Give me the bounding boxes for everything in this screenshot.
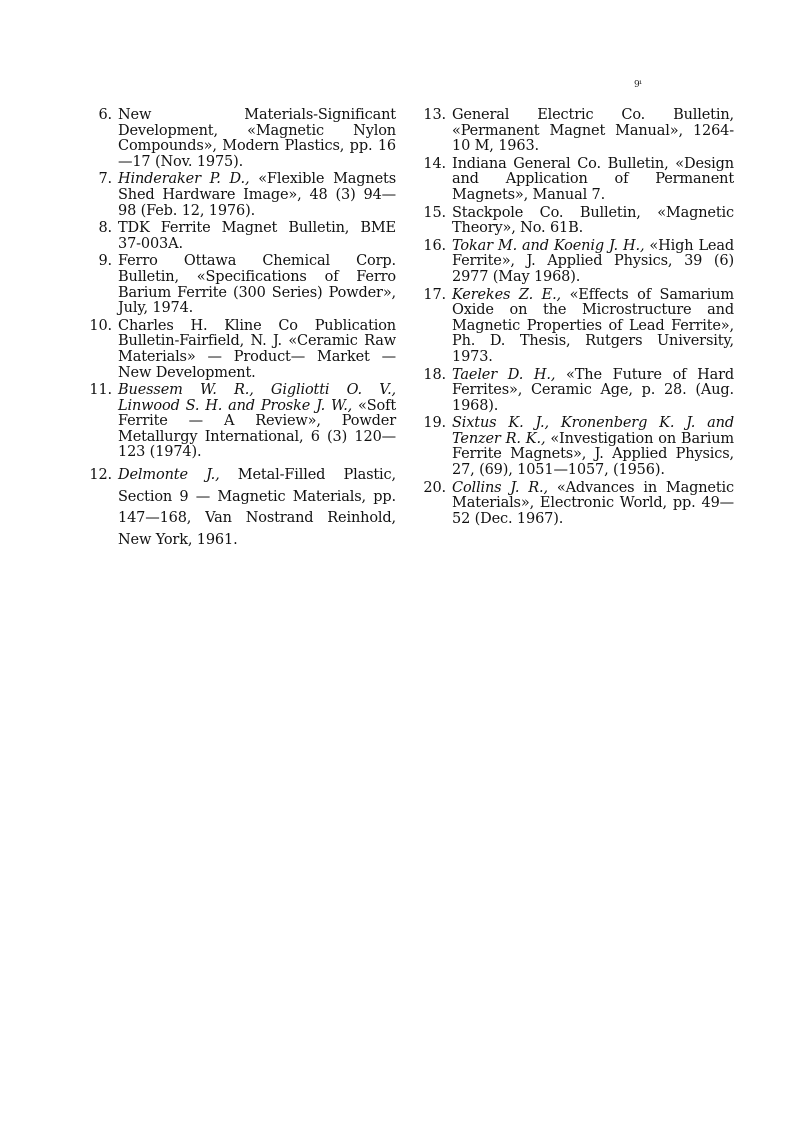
reference-text	[118, 108, 396, 170]
reference-item	[418, 368, 734, 415]
references-left-column	[84, 108, 396, 553]
reference-number: 9.	[98, 253, 112, 270]
reference-number: 12.	[89, 467, 112, 484]
reference-number: 19.	[423, 415, 446, 432]
reference-number: 16.	[423, 237, 446, 254]
reference-citation: Metal-Filled Plastic, Section 9 — Magnetic Materials, pp. 147—168, Van Nostrand Reinhold, New York, 1961.	[118, 467, 396, 548]
reference-citation: «Effects of Samarium Oxide on the Microstructure and Magnetic Properties of Lead Ferrite», Ph. D. Thesis, Rutgers University, 1973.	[452, 286, 734, 365]
reference-author: Hinderaker P. D.,	[118, 171, 250, 188]
reference-text	[452, 368, 734, 415]
reference-item	[418, 157, 734, 204]
reference-citation: Charles H. Kline Co Publication Bulletin-Fairfield, N. J. «Ceramic Raw Materials» — Product— Market — New Development.	[118, 317, 396, 381]
reference-item	[84, 319, 396, 381]
reference-author: Delmonte J.,	[118, 467, 220, 484]
reference-number: 10.	[89, 317, 112, 334]
reference-number: 17.	[423, 286, 446, 303]
references-right-column	[418, 108, 734, 529]
reference-text	[452, 288, 734, 366]
reference-citation: «Investigation on Barium Ferrite Magnets», J. Applied Physics, 27, (69), 1051—1057, (1956).	[452, 430, 734, 479]
reference-text	[452, 239, 734, 286]
reference-citation: Ferro Ottawa Chemical Corp. Bulletin, «Specifications of Ferro Barium Ferrite (300 Series) Powder», July, 1974.	[118, 253, 396, 317]
reference-number: 15.	[423, 204, 446, 221]
reference-text	[118, 465, 396, 551]
reference-item	[418, 239, 734, 286]
reference-author: Sixtus K. J., Kronenberg K. J. and Tenzer R. K.,	[452, 415, 734, 447]
reference-item	[84, 172, 396, 219]
reference-text	[118, 383, 396, 461]
reference-text	[118, 254, 396, 316]
reference-citation: «Soft Ferrite — A Review», Powder Metallurgy International, 6 (3) 120—123 (1974).	[118, 397, 396, 461]
reference-text	[452, 108, 734, 155]
reference-author: Collins J. R.,	[452, 479, 548, 496]
reference-author: Buessem W. R., Gigliotti O. V., Linwood S. H. and Proske J. W.,	[118, 382, 396, 414]
reference-item	[84, 383, 396, 461]
reference-text	[118, 319, 396, 381]
reference-number: 14.	[423, 155, 446, 172]
reference-number: 6.	[98, 107, 112, 123]
reference-number: 7.	[98, 171, 112, 188]
reference-item	[418, 206, 734, 237]
reference-citation: TDK Ferrite Magnet Bulletin, BME 37-003A.	[118, 220, 396, 252]
reference-citation: General Electric Co. Bulletin, «Permanent Magnet Manual», 1264-10 M, 1963.	[452, 107, 734, 155]
reference-text	[452, 416, 734, 478]
reference-citation: «High Lead Ferrite», J. Applied Physics, 39 (6) 2977 (May 1968).	[452, 237, 734, 285]
reference-number: 13.	[423, 107, 446, 123]
page-number: 9¹	[634, 80, 642, 90]
reference-item	[84, 221, 396, 252]
reference-text	[118, 221, 396, 252]
reference-item	[418, 288, 734, 366]
reference-number: 11.	[89, 382, 112, 399]
reference-item	[418, 416, 734, 478]
reference-number: 8.	[98, 220, 112, 237]
reference-author: Kerekes Z. E.,	[452, 286, 561, 303]
reference-citation: «The Future of Hard Ferrites», Ceramic Age, p. 28. (Aug. 1968).	[452, 366, 734, 414]
reference-author: Taeler D. H.,	[452, 366, 556, 383]
reference-item	[84, 108, 396, 170]
reference-item	[84, 465, 396, 551]
reference-citation: New Materials-Significant Development, «Magnetic Nylon Compounds», Modern Plastics, pp. 16—17 (Nov. 1975).	[118, 107, 396, 170]
reference-citation: Stackpole Co. Bulletin, «Magnetic Theory», No. 61B.	[452, 204, 734, 237]
reference-citation: «Advances in Magnetic Materials», Electronic World, pp. 49—52 (Dec. 1967).	[452, 479, 734, 527]
reference-item	[418, 108, 734, 155]
reference-author: Tokar M. and Koenig J. H.,	[452, 237, 645, 254]
reference-text	[452, 481, 734, 528]
reference-number: 18.	[423, 366, 446, 383]
reference-citation: Indiana General Co. Bulletin, «Design and Application of Permanent Magnets», Manual 7.	[452, 155, 734, 203]
reference-item	[418, 481, 734, 528]
reference-text	[118, 172, 396, 219]
reference-citation: «Flexible Magnets Shed Hardware Image», 48 (3) 94—98 (Feb. 12, 1976).	[118, 171, 396, 219]
reference-text	[452, 206, 734, 237]
reference-item	[84, 254, 396, 316]
reference-text	[452, 157, 734, 204]
reference-number: 20.	[423, 479, 446, 496]
